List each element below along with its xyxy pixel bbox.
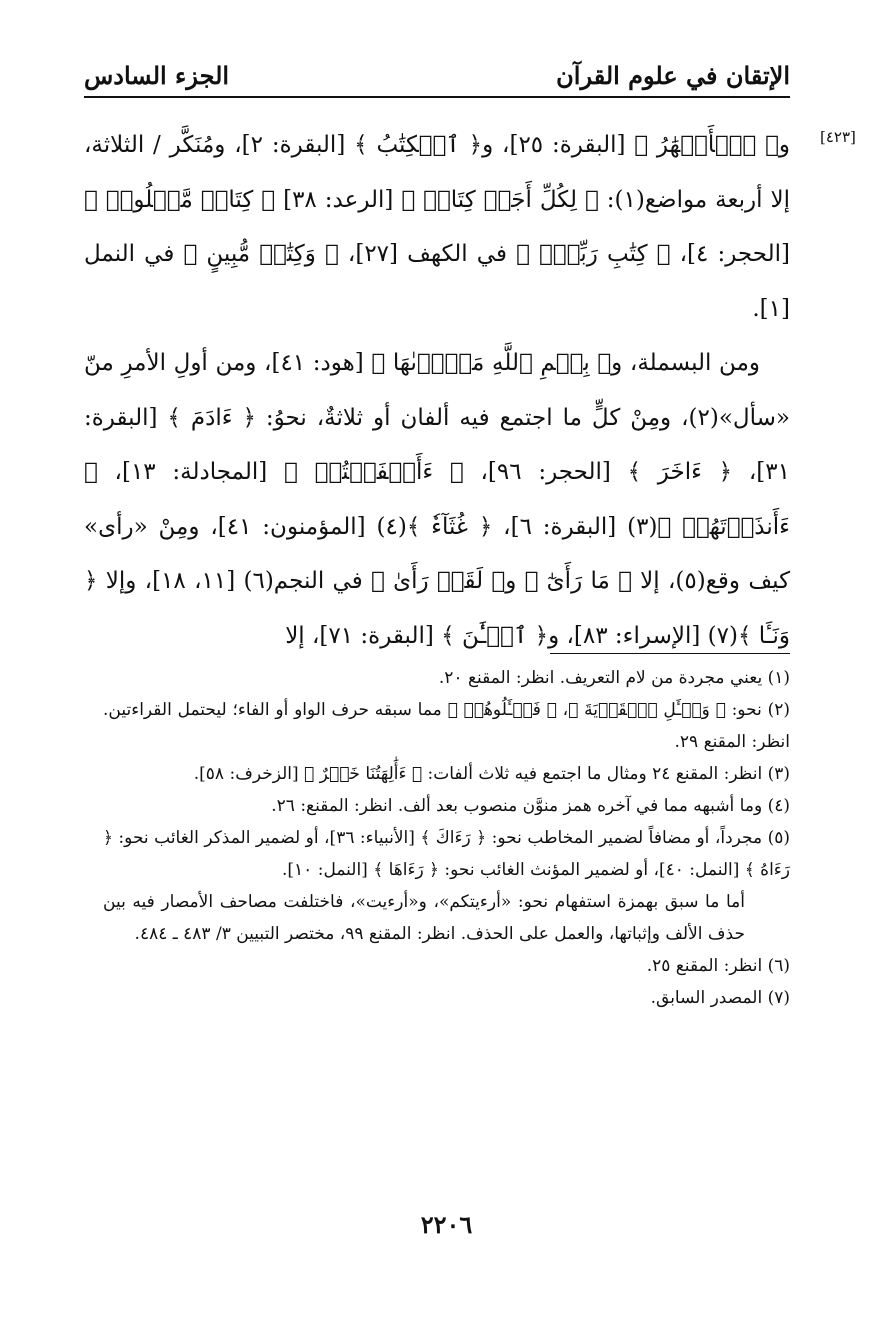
footnotes — [103, 662, 790, 1014]
marginal-page-reference: [٤٢٣] — [820, 128, 856, 146]
footnote-5: (٥) مجرداً، أو مضافاً لضمير المخاطب نحو: ﴿ رَءَاكَ ﴾ [الأنبياء: ٣٦]، أو لضمير المذكر الغائب نحو: ﴿ رَءَاهُ ﴾ [النمل: ٤٠]، أو لضمير المؤنث الغائب نحو: ﴿ رَءَاهَا ﴾ [النمل: ١٠]. — [103, 828, 790, 880]
main-paragraph-2: ومن البسملة، و﴿ بِسۡمِ ٱللَّهِ مَجۡرٜىٰهَا ﴾ [هود: ٤١]، ومن أولِ الأمرِ منّ «سأل»(٢)، ومِنْ كلٍّ ما اجتمع فيه ألفان أو ثلاثةٌ، نحوُ: ﴿ ءَادَمَ ﴾ [البقرة: ٣١]، ﴿ ءَاخَرَ ﴾ [الحجر: ٩٦]، ﴿ ءَأَشۡفَقۡتُمۡ ﴾ [المجادلة: ١٣]، ﴿ ءَأَنذَرۡتَهُمۡ ﴾(٣) [البقرة: ٦]، ﴿ غُثَآءٗ ﴾(٤) [المؤمنون: ٤١]، ومِنْ «رأى» كيف وقع(٥)، إلا ﴿ مَا رَأَىٰٓ ﴾ و﴿ لَقَدۡ رَأَىٰ ﴾ في النجم(٦) [١١، ١٨]، وإلا ﴿ وَنَـَٔا ﴾(٧) [الإسراء: ٨٣]، و﴿ ٱلۡـَٰٔنَ ﴾ [البقرة: ٧١]، إلا — [84, 350, 791, 649]
footnote-3: (٣) انظر: المقنع ٢٤ ومثال ما اجتمع فيه ثلاث ألفات: ﴿ ءَأَٰلِهَتُنَا خَيۡرٌ ﴾ [الزخرف: ٥٨]. — [193, 764, 790, 784]
book-title: الإتقان في علوم القرآن — [556, 61, 790, 90]
footnote-divider — [550, 653, 790, 654]
footnote-7: (٧) المصدر السابق. — [650, 988, 790, 1008]
footnote-6: (٦) انظر: المقنع ٢٥. — [646, 956, 790, 976]
main-text — [84, 118, 790, 663]
footnote-5-continuation: أما ما سبق بهمزة استفهام نحو: «أرءيتكم»، و«أرءيت»، فاختلفت مصاحف الأمصار فيه بين حذف الألف وإثباتها، والعمل على الحذف. انظر: المقنع ٩٩، مختصر التبيين ٣/ ٤٨٣ ـ ٤٨٤. — [103, 892, 745, 944]
main-paragraph-1: و﴿ ٱلۡأَنۡهَٰرُ ﴾ [البقرة: ٢٥]، و﴿ ٱلۡكِتَٰبُ ﴾ [البقرة: ٢]، ومُنَكَّر / الثلاثة، إلا أربعة مواضع(١): ﴿ لِكُلِّ أَجَلٖ كِتَابٞ ﴾ [الرعد: ٣٨] ﴿ كِتَابٞ مَّعۡلُومٞ ﴾ [الحجر: ٤]، ﴿ كِتَٰبِ رَبِّكَۖ ﴾ في الكهف [٢٧]، ﴿ وَكِتَٰبٖ مُّبِينٍ ﴾ في النمل [١]. — [84, 132, 790, 322]
part-title: الجزء السادس — [84, 61, 230, 90]
footnote-1: (١) يعني مجردة من لام التعريف. انظر: المقنع ٢٠. — [438, 668, 790, 688]
footnote-2: (٢) نحو: ﴿ وَسۡـَٔلِ ٱلۡقَرۡيَةَ ﴾، ﴿ فَسۡـَٔلُوهُمۡ ﴾ مما سبقه حرف الواو أو الفاء؛ ليحتمل القراءتين. انظر: المقنع ٢٩. — [103, 700, 790, 752]
page-number: ٢٢٠٦ — [420, 1210, 473, 1239]
running-header — [84, 48, 790, 98]
footnote-4: (٤) وما أشبهه مما في آخره همز منوَّن منصوب بعد ألف. انظر: المقنع: ٢٦. — [271, 796, 790, 816]
